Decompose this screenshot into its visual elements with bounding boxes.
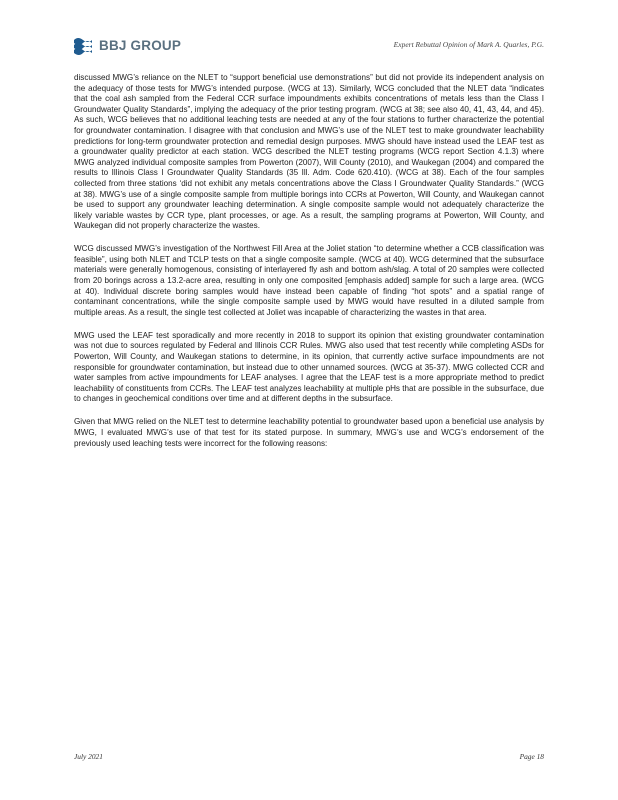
document-body bbox=[74, 73, 544, 462]
footer-page-number: Page 18 bbox=[519, 752, 544, 761]
page-header bbox=[0, 0, 618, 60]
paragraph: Given that MWG relied on the NLET test to determine leachability potential to groundwater based upon a beneficial use analysis by MWG, I evaluated MWG’s use of that test for its stated purpose. In summary, MWG’s use and WCG’s endorsement of the previously used leaching tests were incorrect for the following reasons: bbox=[74, 417, 544, 448]
paragraph: MWG used the LEAF test sporadically and more recently in 2018 to support its opinion that existing groundwater contamination was not due to sources regulated by Federal and Illinois CCR Rules. MWG also used that test recently while completing ASDs for Powerton, Will County, and Waukegan stations to determine, in its opinion, that currently active surface impoundments are not responsible for groundwater contamination, but instead due to other unnamed sources. (WCG at 35-37). MWG collected CCR and water samples from active impoundments for LEAF analyses. I agree that the LEAF test is a more appropriate method to predict leachability of constituents from CCRs. The LEAF test analyzes leachability at multiple pHs that are possible in the subsurface, due to changes in geochemical conditions over time and at different depths in the subsurface. bbox=[74, 330, 544, 404]
paragraph: WCG discussed MWG’s investigation of the Northwest Fill Area at the Joliet station “to determine whether a CCB classification was feasible”, using both NLET and TCLP tests on that a single composite sample. (WCG at 40). WCG determined that the subsurface materials were generally homogenous, consisting of interlayered fly ash and bottom ash/slag. A total of 20 samples were collected from 20 borings across a 13.2-acre area, resulting in only one composited [emphasis added] sample for such a large area. (WCG at 40). Individual discrete boring samples would have instead been capable of finding “hot spots” and a spatial range of contaminant concentrations, while the single composite sample used by MWG would have resulted in a diluted sample from multiple areas. As a result, the single test collected at Joliet was incapable of characterizing the wastes in that area. bbox=[74, 244, 544, 317]
footer-date: July 2021 bbox=[74, 752, 103, 761]
paragraph: discussed MWG’s reliance on the NLET to “support beneficial use demonstrations” but did not provide its independent analysis on the adequacy of those tests for MWG’s intended purpose. (WCG at 13). Similarly, WCG concluded that the NLET data “indicates that the coal ash sampled from the Federal CCR surface impoundments exhibits concentrations of metals less than the Class I Groundwater Quality Standards”, implying the adequacy of the prior testing program. (WCG at 38; see also 40, 41, 43, 44, and 45). As such, WCG believes that no additional leaching tests are needed at any of the four stations to further characterize the potential for groundwater contamination. I disagree with that conclusion and MWG’s use of the NLET test to make groundwater leachability predictions for long-term groundwater protection and remedial design purposes. MWG should have instead used the LEAF test as a groundwater quality predictor at each station. WCG described the NLET testing programs (WCG report Section 4.1.3) where MWG analyzed individual composite samples from Powerton (2007), Will County (2010), and Waukegan (2004) and compared the results to Illinois Class I Groundwater Quality Standards (35 Ill. Adm. Code 620.410). (WCG at 38). Each of the four samples collected from three stations ‘did not exhibit any metals concentrations above the Class I Groundwater Quality Standards.” (WCG at 38). MWG’s use of a single composite sample from multiple borings into CCRs at Powerton, Will County, and Waukegan cannot be used to support any groundwater leaching determination. A single composite sample would not adequately characterize the likely variable wastes by CCR type, plant processes, or age. As a result, the sampling programs at Powerton, Will County, and Waukegan did not properly characterize the wastes. bbox=[74, 73, 544, 231]
bbj-wave-logo-icon bbox=[72, 34, 94, 56]
document-title: Expert Rebuttal Opinion of Mark A. Quarles, P.G. bbox=[393, 40, 544, 49]
company-logo bbox=[72, 34, 181, 56]
logo-text: BBJ GROUP bbox=[99, 37, 182, 53]
